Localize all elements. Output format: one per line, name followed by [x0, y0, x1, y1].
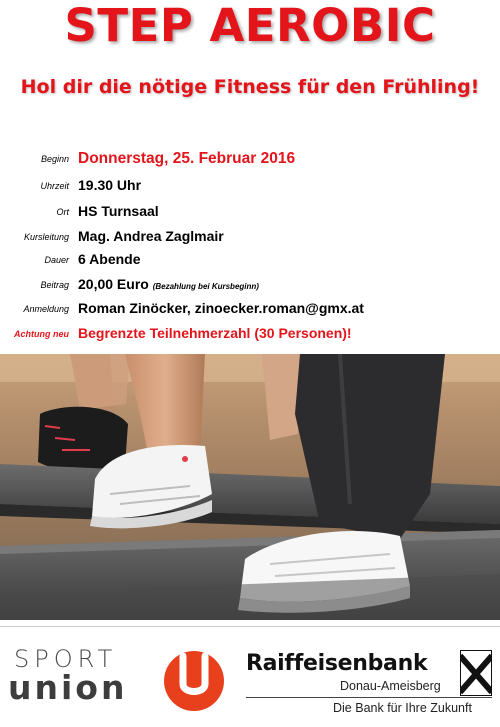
detail-label: Dauer [44, 255, 69, 265]
step-aerobic-photo [0, 354, 500, 620]
bank-divider [246, 697, 492, 698]
detail-label: Achtung neu [14, 329, 69, 339]
detail-label: Beginn [40, 154, 69, 164]
sport-union-emblem-icon [162, 646, 226, 714]
detail-row-dauer [0, 251, 500, 273]
detail-value: Mag. Andrea Zaglmair [78, 228, 224, 244]
raiffeisen-giebelkreuz-icon [460, 650, 492, 696]
bank-name: Raiffeisenbank [246, 651, 428, 676]
detail-value: 6 Abende [78, 251, 141, 267]
beitrag-amount: 20,00 Euro [78, 276, 149, 292]
detail-label: Kursleitung [23, 232, 69, 242]
detail-label: Ort [56, 207, 69, 217]
logo-union-text: union [8, 668, 128, 707]
detail-value: Roman Zinöcker, zinoecker.roman@gmx.at [78, 300, 364, 316]
detail-row-achtung [0, 325, 500, 347]
detail-value: HS Turnsaal [78, 203, 159, 219]
detail-value: Donnerstag, 25. Februar 2016 [78, 150, 296, 167]
logo-sport-text: SPORT [14, 645, 118, 673]
detail-row-kursleitung [0, 228, 500, 250]
detail-row-beitrag [0, 276, 500, 298]
poster-title: STEP AEROBIC [64, 0, 436, 52]
detail-value [78, 276, 259, 292]
bank-slogan: Die Bank für Ihre Zukunft [333, 701, 472, 715]
footer-divider [0, 626, 500, 627]
detail-value: 19.30 Uhr [78, 177, 142, 193]
poster-subtitle: Hol dir die nötige Fitness für den Frühling! [20, 76, 480, 98]
detail-label: Anmeldung [23, 304, 69, 314]
bank-branch: Donau-Ameisberg [340, 679, 441, 693]
detail-row-anmeldung [0, 300, 500, 322]
detail-row-beginn [0, 150, 500, 172]
detail-row-uhrzeit [0, 177, 500, 199]
detail-row-ort [0, 203, 500, 225]
detail-label: Beitrag [40, 280, 69, 290]
detail-value: Begrenzte Teilnehmerzahl (30 Personen)! [78, 325, 352, 341]
detail-label: Uhrzeit [40, 181, 69, 191]
beitrag-note: (Bezahlung bei Kursbeginn) [152, 282, 259, 291]
